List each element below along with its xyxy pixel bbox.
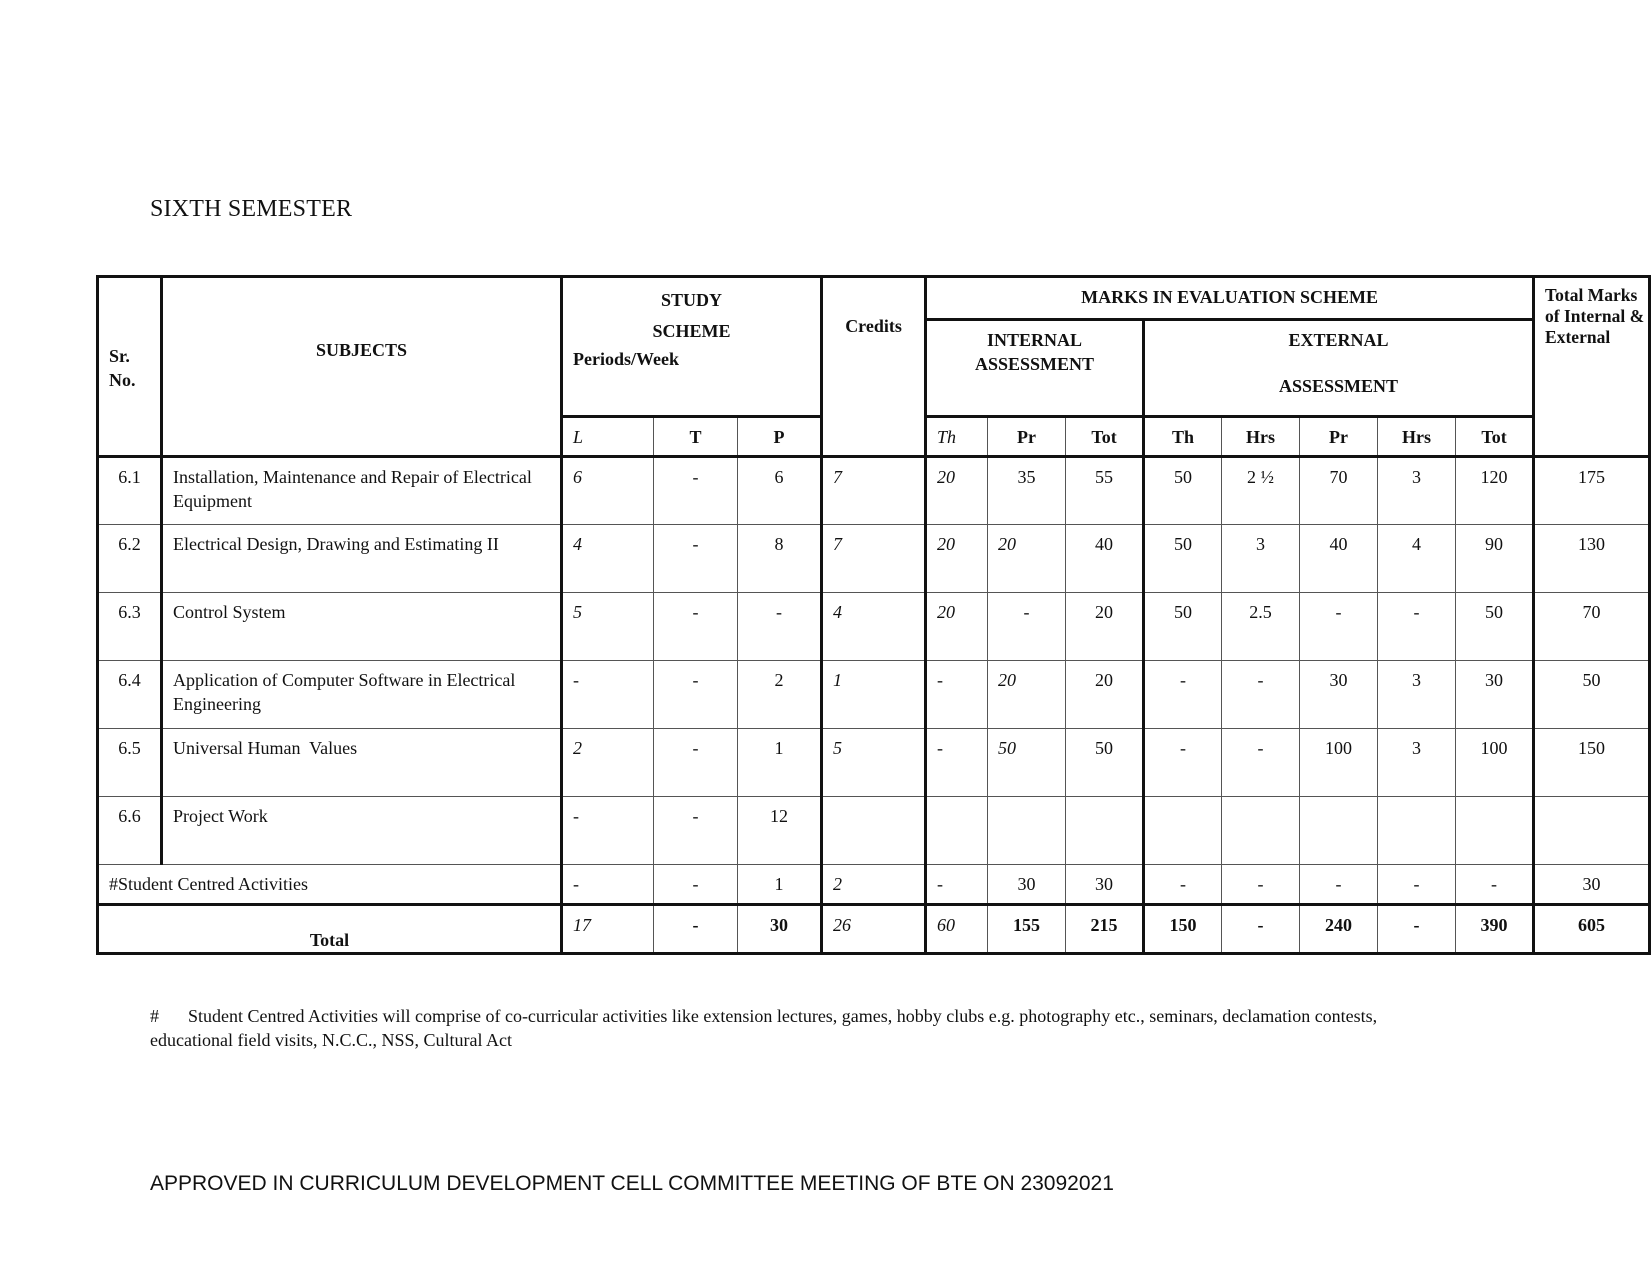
col-header-ext-pr: Pr xyxy=(1300,417,1378,457)
int-th-cell: 20 xyxy=(926,525,988,593)
int-tot-cell: 20 xyxy=(1066,593,1144,661)
credits-cell xyxy=(822,797,926,865)
marks-evaluation-header: MARKS IN EVALUATION SCHEME xyxy=(926,277,1534,320)
ext-pr-cell: 240 xyxy=(1300,905,1378,954)
l-cell: 4 xyxy=(562,525,654,593)
footnote-text: Student Centred Activities will comprise of co-curricular activities like extension lectures, games, hobby clubs e.g. photography etc., seminars, declamation contests, educational field visits, N.C.C., NSS, Cultural Act xyxy=(150,1006,1378,1050)
ext-th-cell: 50 xyxy=(1144,525,1222,593)
ext-th-cell: - xyxy=(1144,661,1222,729)
ext-th-cell: 50 xyxy=(1144,457,1222,525)
p-cell: 8 xyxy=(738,525,822,593)
sr-cell: 6.4 xyxy=(98,661,162,729)
ext-hrs2-cell: 3 xyxy=(1378,729,1456,797)
int-th-cell: 20 xyxy=(926,457,988,525)
int-tot-cell: 215 xyxy=(1066,905,1144,954)
sr-cell: 6.3 xyxy=(98,593,162,661)
int-pr-cell: - xyxy=(988,593,1066,661)
subject-cell: Application of Computer Software in Electrical Engineering xyxy=(162,661,562,729)
ext-hrs2-cell: - xyxy=(1378,865,1456,905)
int-pr-cell: 20 xyxy=(988,661,1066,729)
credits-cell: 4 xyxy=(822,593,926,661)
t-cell: - xyxy=(654,457,738,525)
l-cell: 17 xyxy=(562,905,654,954)
credits-cell: 7 xyxy=(822,525,926,593)
p-cell: 30 xyxy=(738,905,822,954)
int-th-cell: 60 xyxy=(926,905,988,954)
sr-cell: 6.5 xyxy=(98,729,162,797)
col-header-t: T xyxy=(654,417,738,457)
ext-hrs2-cell: 3 xyxy=(1378,457,1456,525)
ext-tot-cell: 120 xyxy=(1456,457,1534,525)
subject-cell: Universal Human Values xyxy=(162,729,562,797)
ext-tot-cell: - xyxy=(1456,865,1534,905)
ext-hrs2-cell: - xyxy=(1378,593,1456,661)
ext-pr-cell: 30 xyxy=(1300,661,1378,729)
int-th-cell: - xyxy=(926,865,988,905)
l-cell: - xyxy=(562,865,654,905)
study-scheme-header: STUDY SCHEME Periods/Week xyxy=(562,277,822,417)
ext-hrs1-cell: - xyxy=(1222,905,1300,954)
ext-hrs2-cell xyxy=(1378,797,1456,865)
col-header-int-th: Th xyxy=(926,417,988,457)
ext-th-cell: 150 xyxy=(1144,905,1222,954)
subject-cell: Control System xyxy=(162,593,562,661)
int-th-cell: 20 xyxy=(926,593,988,661)
total-cell: 605 xyxy=(1534,905,1650,954)
table-row xyxy=(98,729,1650,797)
ext-hrs1-cell: - xyxy=(1222,865,1300,905)
l-cell: 2 xyxy=(562,729,654,797)
page-title: SIXTH SEMESTER xyxy=(150,196,353,222)
int-pr-cell: 35 xyxy=(988,457,1066,525)
ext-tot-cell: 100 xyxy=(1456,729,1534,797)
col-header-ext-th: Th xyxy=(1144,417,1222,457)
l-cell: - xyxy=(562,661,654,729)
int-tot-cell: 55 xyxy=(1066,457,1144,525)
sr-cell: 6.2 xyxy=(98,525,162,593)
t-cell: - xyxy=(654,905,738,954)
ext-hrs1-cell: - xyxy=(1222,661,1300,729)
total-marks-header: Total Marks of Internal & External xyxy=(1534,277,1650,457)
t-cell: - xyxy=(654,593,738,661)
ext-hrs1-cell: 2.5 xyxy=(1222,593,1300,661)
ext-tot-cell xyxy=(1456,797,1534,865)
total-cell xyxy=(1534,797,1650,865)
credits-cell: 5 xyxy=(822,729,926,797)
col-header-p: P xyxy=(738,417,822,457)
table-row xyxy=(98,797,1650,865)
sr-cell: 6.1 xyxy=(98,457,162,525)
ext-hrs2-cell: 4 xyxy=(1378,525,1456,593)
ext-hrs2-cell: 3 xyxy=(1378,661,1456,729)
total-row xyxy=(98,905,1650,954)
ext-tot-cell: 50 xyxy=(1456,593,1534,661)
p-cell: 2 xyxy=(738,661,822,729)
internal-assessment-header: INTERNAL ASSESSMENT xyxy=(926,320,1144,417)
ext-hrs1-cell: 2 ½ xyxy=(1222,457,1300,525)
int-pr-cell: 155 xyxy=(988,905,1066,954)
credits-cell: 26 xyxy=(822,905,926,954)
ext-hrs1-cell: 3 xyxy=(1222,525,1300,593)
total-label: Total xyxy=(98,905,562,954)
credits-header: Credits xyxy=(822,277,926,457)
table-row xyxy=(98,661,1650,729)
ext-hrs1-cell xyxy=(1222,797,1300,865)
table-row xyxy=(98,525,1650,593)
activities-label: #Student Centred Activities xyxy=(98,865,562,905)
int-th-cell: - xyxy=(926,661,988,729)
ext-th-cell: 50 xyxy=(1144,593,1222,661)
subject-cell: Project Work xyxy=(162,797,562,865)
total-cell: 130 xyxy=(1534,525,1650,593)
ext-th-cell xyxy=(1144,797,1222,865)
p-cell: - xyxy=(738,593,822,661)
ext-pr-cell: - xyxy=(1300,593,1378,661)
approval-note: APPROVED IN CURRICULUM DEVELOPMENT CELL COMMITTEE MEETING OF BTE ON 23092021 xyxy=(150,1172,1114,1195)
p-cell: 1 xyxy=(738,729,822,797)
t-cell: - xyxy=(654,525,738,593)
t-cell: - xyxy=(654,797,738,865)
int-tot-cell xyxy=(1066,797,1144,865)
total-cell: 70 xyxy=(1534,593,1650,661)
l-cell: 5 xyxy=(562,593,654,661)
sr-cell: 6.6 xyxy=(98,797,162,865)
col-header-ext-tot: Tot xyxy=(1456,417,1534,457)
total-cell: 30 xyxy=(1534,865,1650,905)
int-pr-cell: 20 xyxy=(988,525,1066,593)
footnote-symbol: # xyxy=(150,1006,159,1026)
int-th-cell xyxy=(926,797,988,865)
credits-cell: 1 xyxy=(822,661,926,729)
total-cell: 50 xyxy=(1534,661,1650,729)
int-tot-cell: 50 xyxy=(1066,729,1144,797)
col-header-ext-hrs2: Hrs xyxy=(1378,417,1456,457)
activities-row xyxy=(98,865,1650,905)
ext-hrs2-cell: - xyxy=(1378,905,1456,954)
ext-pr-cell: 40 xyxy=(1300,525,1378,593)
ext-pr-cell xyxy=(1300,797,1378,865)
ext-th-cell: - xyxy=(1144,729,1222,797)
external-assessment-header: EXTERNAL ASSESSMENT xyxy=(1144,320,1534,417)
int-th-cell: - xyxy=(926,729,988,797)
l-cell: 6 xyxy=(562,457,654,525)
ext-hrs1-cell: - xyxy=(1222,729,1300,797)
col-header-int-pr: Pr xyxy=(988,417,1066,457)
ext-pr-cell: 70 xyxy=(1300,457,1378,525)
col-header-l: L xyxy=(562,417,654,457)
t-cell: - xyxy=(654,661,738,729)
footnote xyxy=(150,1004,1450,1052)
ext-tot-cell: 30 xyxy=(1456,661,1534,729)
evaluation-scheme-table xyxy=(96,275,1651,955)
p-cell: 1 xyxy=(738,865,822,905)
col-header-ext-hrs1: Hrs xyxy=(1222,417,1300,457)
table-row xyxy=(98,457,1650,525)
p-cell: 12 xyxy=(738,797,822,865)
int-tot-cell: 30 xyxy=(1066,865,1144,905)
int-tot-cell: 20 xyxy=(1066,661,1144,729)
subjects-header: SUBJECTS xyxy=(162,277,562,457)
t-cell: - xyxy=(654,729,738,797)
credits-cell: 7 xyxy=(822,457,926,525)
total-cell: 150 xyxy=(1534,729,1650,797)
subject-cell: Electrical Design, Drawing and Estimating II xyxy=(162,525,562,593)
int-pr-cell: 30 xyxy=(988,865,1066,905)
int-tot-cell: 40 xyxy=(1066,525,1144,593)
ext-tot-cell: 90 xyxy=(1456,525,1534,593)
ext-pr-cell: 100 xyxy=(1300,729,1378,797)
ext-th-cell: - xyxy=(1144,865,1222,905)
t-cell: - xyxy=(654,865,738,905)
ext-pr-cell: - xyxy=(1300,865,1378,905)
table-row xyxy=(98,593,1650,661)
total-cell: 175 xyxy=(1534,457,1650,525)
ext-tot-cell: 390 xyxy=(1456,905,1534,954)
credits-cell: 2 xyxy=(822,865,926,905)
col-header-int-tot: Tot xyxy=(1066,417,1144,457)
p-cell: 6 xyxy=(738,457,822,525)
subject-cell: Installation, Maintenance and Repair of Electrical Equipment xyxy=(162,457,562,525)
int-pr-cell xyxy=(988,797,1066,865)
int-pr-cell: 50 xyxy=(988,729,1066,797)
l-cell: - xyxy=(562,797,654,865)
sr-no-header: Sr. No. xyxy=(98,277,162,457)
